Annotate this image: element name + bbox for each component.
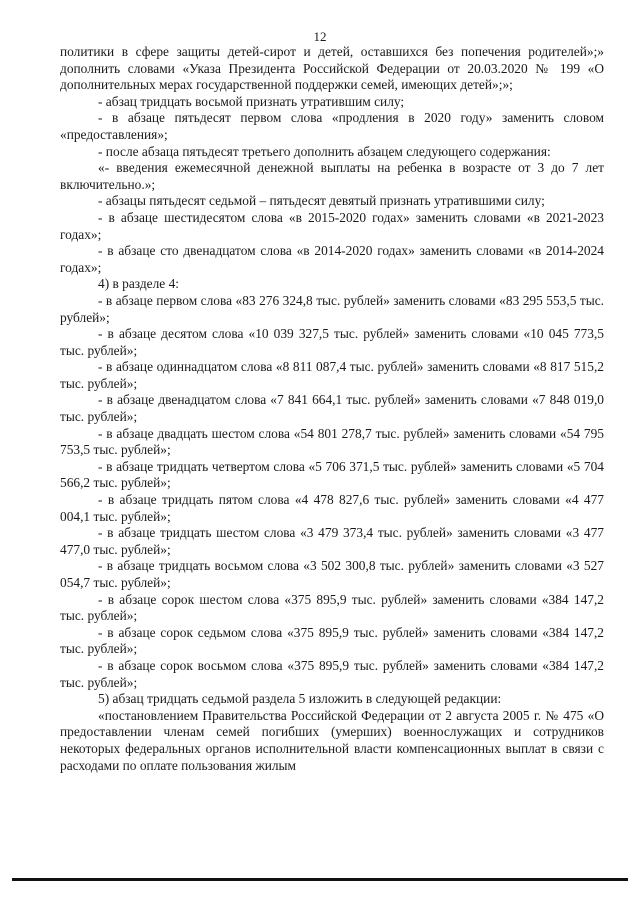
bottom-rule — [12, 878, 628, 881]
paragraph: - в абзаце десятом слова «10 039 327,5 тыс. рублей» заменить словами «10 045 773,5 тыс. рублей»; — [60, 326, 604, 358]
paragraph: - в абзаце тридцать шестом слова «3 479 373,4 тыс. рублей» заменить словами «3 477 477,0 тыс. рублей»; — [60, 525, 604, 557]
paragraph: - в абзаце первом слова «83 276 324,8 тыс. рублей» заменить словами «83 295 553,5 тыс. рублей»; — [60, 292, 604, 325]
paragraph: - после абзаца пятьдесят третьего дополнить абзацем следующего содержания: — [98, 143, 551, 159]
paragraph: «постановлением Правительства Российской Федерации от 2 августа 2005 г. № 475 «О предоставлении членам семей погибших (умерших) военнослужащих и сотрудников некоторых федеральных органов исполнительной власти компенсационных выплат в связи с расходами по оплате пользования жилым — [60, 707, 604, 773]
paragraph: - в абзаце тридцать пятом слова «4 478 827,6 тыс. рублей» заменить словами «4 477 004,1 тыс. рублей»; — [60, 492, 604, 524]
paragraph: - в абзаце сорок шестом слова «375 895,9 тыс. рублей» заменить словами «384 147,2 тыс. рублей»; — [60, 591, 604, 624]
paragraph: 5) абзац тридцать седьмой раздела 5 изложить в следующей редакции: — [98, 691, 502, 707]
paragraph: - в абзаце сто двенадцатом слова «в 2014-2020 годах» заменить словами «в 2014-2024 годах»; — [60, 243, 604, 275]
paragraph: - в абзаце тридцать четвертом слова «5 706 371,5 тыс. рублей» заменить словами «5 704 566,2 тыс. рублей»; — [60, 458, 604, 491]
page-number: 12 — [313, 29, 327, 44]
paragraph: «- введения ежемесячной денежной выплаты на ребенка в возрасте от 3 до 7 лет включительно.»; — [60, 160, 604, 192]
paragraph: - абзацы пятьдесят седьмой – пятьдесят девятый признать утратившими силу; — [98, 193, 545, 209]
paragraph: политики в сфере защиты детей-сирот и детей, оставшихся без попечения родителей»;» дополнить словами «Указа Президента Российской Федерации от 20.03.2020 № 199 «О дополнительных мерах государственной поддержки семей, имеющих детей»;»; — [60, 44, 604, 93]
paragraph: - в абзаце тридцать восьмом слова «3 502 300,8 тыс. рублей» заменить словами «3 527 054,7 тыс. рублей»; — [60, 558, 604, 590]
paragraph: - в абзаце сорок седьмом слова «375 895,9 тыс. рублей» заменить словами «384 147,2 тыс. рублей»; — [60, 624, 604, 657]
paragraph: - абзац тридцать восьмой признать утратившим силу; — [98, 93, 405, 109]
paragraph: - в абзаце пятьдесят первом слова «продления в 2020 году» заменить словом «предоставления»; — [60, 110, 604, 142]
paragraph: - в абзаце двадцать шестом слова «54 801 278,7 тыс. рублей» заменить словами «54 795 753,5 тыс. рублей»; — [60, 425, 604, 458]
paragraph: - в абзаце двенадцатом слова «7 841 664,1 тыс. рублей» заменить словами «7 848 019,0 тыс. рублей»; — [60, 392, 604, 425]
paragraph: - в абзаце сорок восьмом слова «375 895,9 тыс. рублей» заменить словами «384 147,2 тыс. рублей»; — [60, 657, 604, 690]
document-body — [60, 44, 604, 774]
paragraph: 4) в разделе 4: — [98, 276, 180, 292]
paragraph: - в абзаце шестидесятом слова «в 2015-2020 годах» заменить словами «в 2021-2023 годах»; — [60, 209, 604, 242]
paragraph: - в абзаце одиннадцатом слова «8 811 087,4 тыс. рублей» заменить словами «8 817 515,2 тыс. рублей»; — [60, 359, 604, 391]
